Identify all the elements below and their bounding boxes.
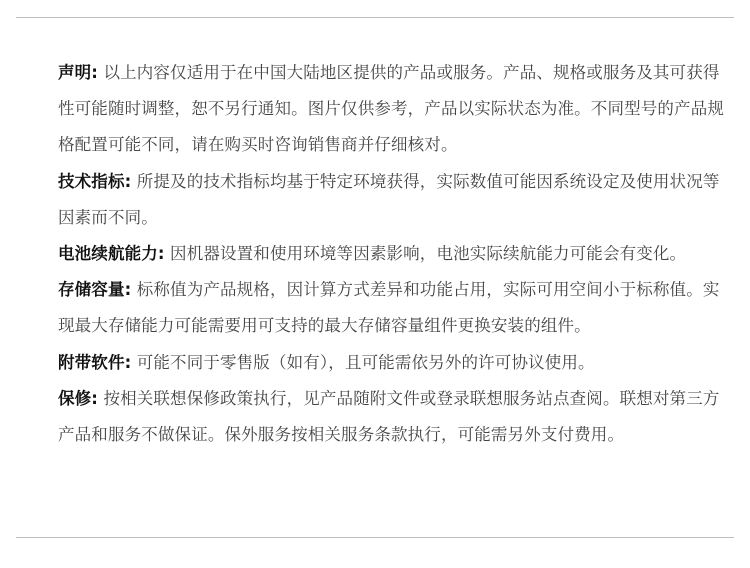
storage-term: 存储容量: bbox=[58, 280, 132, 300]
disclaimer-section bbox=[58, 55, 734, 453]
battery-life-text: 因机器设置和使用环境等因素影响，电池实际续航能力可能会有变化。 bbox=[164, 244, 687, 264]
tech-specs-paragraph bbox=[58, 164, 734, 236]
bottom-divider bbox=[16, 537, 734, 538]
software-text: 可能不同于零售版（如有），且可能需依另外的许可协议使用。 bbox=[131, 352, 595, 372]
statement-text: 以上内容仅适用于在中国大陆地区提供的产品或服务。产品、规格或服务及其可获得性可能随时调整，恕不另行通知。图片仅供参考，产品以实际状态为准。不同型号的产品规格配置可能不同，请在购买时咨询销售商并仔细核对。 bbox=[58, 63, 724, 155]
software-term: 附带软件: bbox=[58, 352, 132, 372]
warranty-paragraph bbox=[58, 381, 734, 453]
statement-paragraph bbox=[58, 55, 734, 164]
battery-life-paragraph bbox=[58, 236, 734, 272]
battery-life-term: 电池续航能力: bbox=[58, 244, 165, 264]
tech-specs-term: 技术指标: bbox=[58, 171, 132, 191]
statement-term: 声明: bbox=[58, 63, 99, 82]
storage-text: 标称值为产品规格，因计算方式差异和功能占用，实际可用空间小于标称值。实现最大存储能力可能需要用可支持的最大存储容量组件更换安装的组件。 bbox=[58, 280, 720, 336]
top-divider bbox=[16, 17, 734, 18]
storage-paragraph bbox=[58, 272, 734, 344]
tech-specs-text: 所提及的技术指标均基于特定环境获得，实际数值可能因系统设定及使用状况等因素而不同。 bbox=[58, 171, 720, 227]
warranty-term: 保修: bbox=[58, 388, 99, 408]
warranty-text: 按相关联想保修政策执行，见产品随附文件或登录联想服务站点查阅。联想对第三方产品和服务不做保证。保外服务按相关服务条款执行，可能需另外支付费用。 bbox=[58, 388, 720, 445]
software-paragraph bbox=[58, 345, 734, 381]
